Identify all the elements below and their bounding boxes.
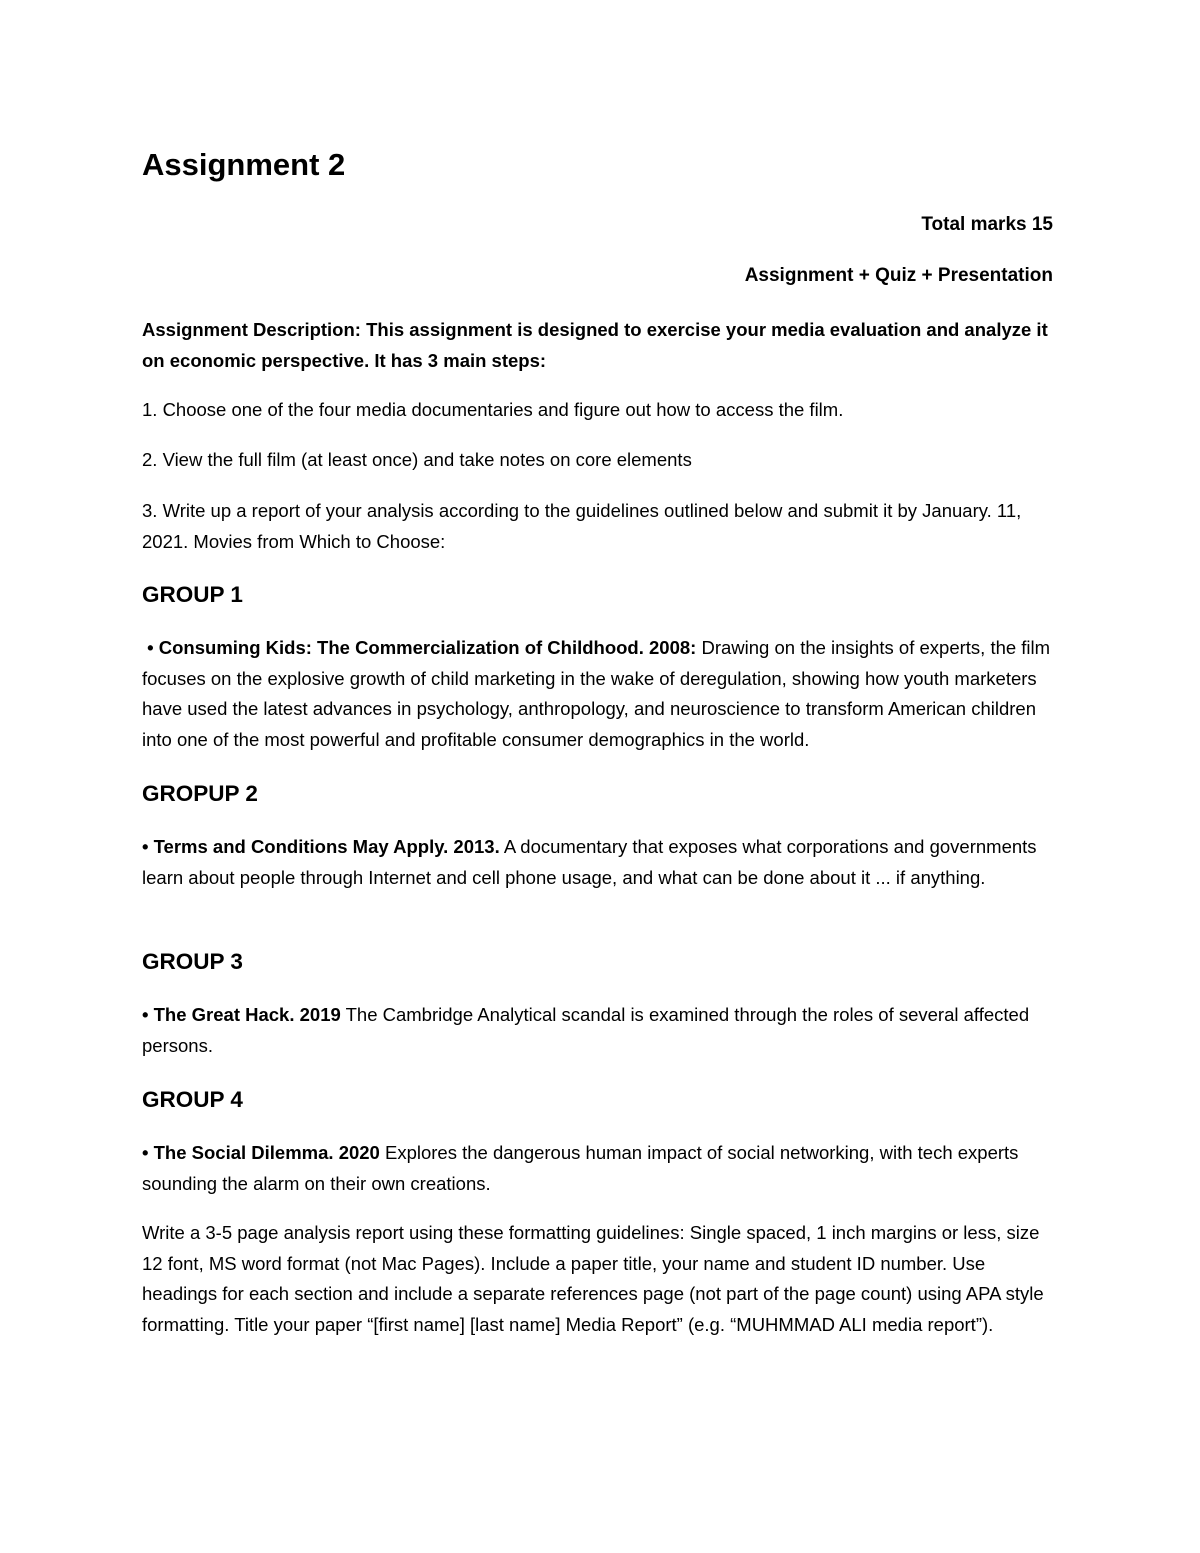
group-2-entry — [142, 832, 1060, 893]
film-title: The Great Hack. 2019 — [153, 1004, 341, 1025]
step-1: 1. Choose one of the four media documentaries and figure out how to access the film. — [142, 399, 844, 420]
bullet-icon: • — [142, 836, 149, 857]
assessment-components: Assignment + Quiz + Presentation — [744, 265, 1053, 286]
formatting-guidelines: Write a 3-5 page analysis report using these formatting guidelines: Single spaced, 1 inch margins or less, size 12 font, MS word format (not Mac Pages). Include a paper title, your name and student ID number. Use headings for each section and include a separate references page (not part of the page count) using APA style formatting. Title your paper “[first name] [last name] Media Report” (e.g. “MUHMMAD ALI media report”). — [142, 1222, 1044, 1335]
bullet-icon: • — [147, 637, 154, 658]
document-title: Assignment 2 — [142, 147, 346, 182]
group-2-heading: GROPUP 2 — [142, 781, 258, 806]
assignment-description: Assignment Description: This assignment is designed to exercise your media evaluation and analyze it on economic perspective. It has 3 main steps: — [142, 319, 1048, 371]
total-marks: Total marks 15 — [921, 214, 1053, 235]
film-description: The Cambridge Analytical scandal is examined through the roles of several affected persons. — [142, 1004, 1030, 1056]
group-1-entry — [142, 633, 1060, 755]
film-description: A documentary that exposes what corporations and governments learn about people through Internet and cell phone usage, and what can be done about it ... if anything. — [142, 836, 1037, 888]
film-description: Drawing on the insights of experts, the film focuses on the explosive growth of child marketing in the wake of deregulation, showing how youth marketers have used the latest advances in psychology, anthropology, and neuroscience to transform American children into one of the most powerful and profitable consumer demographics in the world. — [142, 637, 1051, 750]
film-description: Explores the dangerous human impact of social networking, with tech experts sounding the alarm on their own creations. — [142, 1142, 1019, 1194]
group-1-heading: GROUP 1 — [142, 582, 243, 607]
step-2: 2. View the full film (at least once) and take notes on core elements — [142, 449, 692, 470]
bullet-icon: • — [142, 1142, 149, 1163]
film-title: Consuming Kids: The Commercialization of Childhood. 2008 — [158, 637, 691, 658]
step-3: 3. Write up a report of your analysis according to the guidelines outlined below and submit it by January. 11, 2021. Movies from Which to Choose: — [142, 500, 1022, 552]
bullet-icon: • — [142, 1004, 149, 1025]
film-title: Terms and Conditions May Apply. 2013. — [153, 836, 500, 857]
group-4-entry — [142, 1138, 1060, 1199]
film-title: The Social Dilemma. 2020 — [153, 1142, 380, 1163]
group-3-heading: GROUP 3 — [142, 949, 243, 974]
film-title-separator: : — [690, 637, 697, 658]
group-4-heading: GROUP 4 — [142, 1087, 243, 1112]
group-3-entry — [142, 1000, 1060, 1061]
